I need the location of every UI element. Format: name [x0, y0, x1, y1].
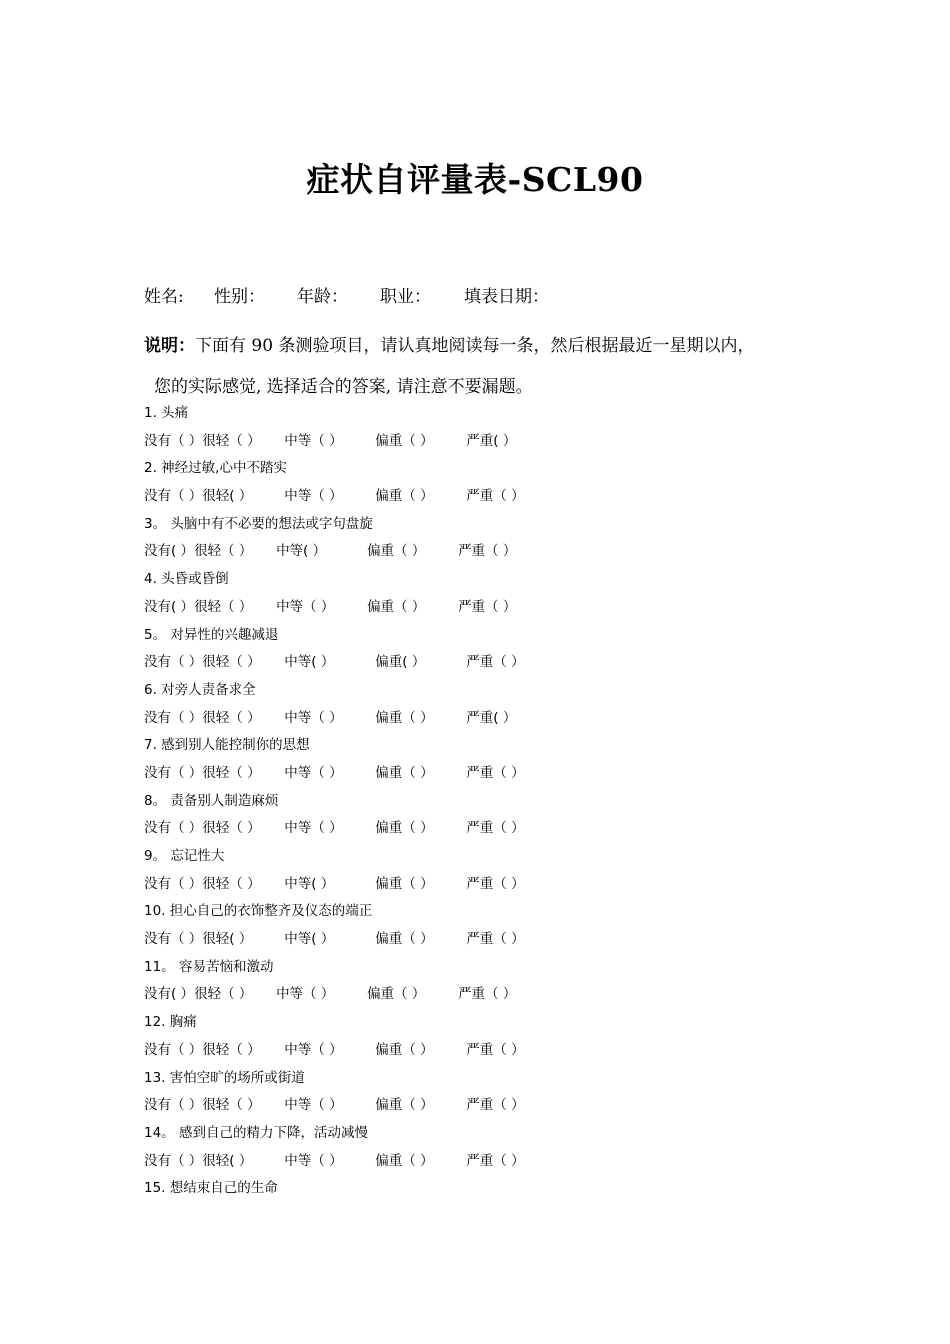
option-none[interactable]: 没有（ ）	[144, 820, 203, 837]
instruction-label: 说明：	[144, 336, 195, 356]
answer-options-row	[144, 483, 844, 511]
option-slight[interactable]: 很轻( ）	[202, 1152, 253, 1169]
question-text: 9。 忘记性大	[144, 848, 225, 864]
option-none[interactable]: 没有（ ）	[144, 709, 203, 726]
option-none[interactable]: 没有( ）	[144, 543, 195, 560]
question-text: 2. 神经过敏,心中不踏实	[144, 460, 287, 477]
option-severe[interactable]: 严重（ ）	[458, 986, 517, 1003]
option-moderate[interactable]: 中等（ ）	[284, 709, 343, 726]
date-field-label: 填表日期：	[464, 287, 549, 307]
option-severe[interactable]: 严重（ ）	[466, 875, 525, 892]
option-fairly-severe[interactable]: 偏重（ ）	[367, 986, 426, 1003]
option-slight[interactable]: 很轻（ ）	[202, 1097, 261, 1114]
answer-options-row	[144, 1148, 844, 1176]
question-text: 7. 感到别人能控制你的思想	[144, 737, 310, 754]
answer-options-row	[144, 1037, 844, 1065]
question-text: 6. 对旁人责备求全	[144, 681, 256, 698]
option-slight[interactable]: 很轻（ ）	[194, 543, 253, 560]
answer-options-row	[144, 871, 844, 899]
option-moderate[interactable]: 中等（ ）	[284, 488, 343, 505]
option-fairly-severe[interactable]: 偏重（ ）	[367, 598, 426, 615]
answer-options-row	[144, 705, 844, 733]
question-list	[144, 400, 844, 1203]
option-none[interactable]: 没有（ ）	[144, 488, 203, 505]
option-none[interactable]: 没有（ ）	[144, 875, 203, 892]
answer-options-row	[144, 815, 844, 843]
option-moderate[interactable]: 中等（ ）	[284, 764, 343, 781]
question-text: 5。 对异性的兴趣减退	[144, 626, 279, 643]
option-slight[interactable]: 很轻（ ）	[202, 875, 261, 892]
option-severe[interactable]: 严重（ ）	[466, 654, 525, 671]
option-none[interactable]: 没有（ ）	[144, 1097, 203, 1114]
question-text: 15. 想结束自己的生命	[144, 1180, 278, 1197]
question-text: 3。 头脑中有不必要的想法或字句盘旋	[144, 515, 373, 532]
option-fairly-severe[interactable]: 偏重( ）	[375, 654, 426, 671]
option-slight[interactable]: 很轻（ ）	[194, 598, 253, 615]
option-none[interactable]: 没有( ）	[144, 986, 195, 1003]
option-none[interactable]: 没有（ ）	[144, 931, 203, 948]
option-none[interactable]: 没有( ）	[144, 598, 195, 615]
question-text: 11。 容易苦恼和激动	[144, 958, 274, 975]
age-field-label: 年龄：	[297, 287, 348, 307]
option-moderate[interactable]: 中等( ）	[276, 543, 327, 560]
option-fairly-severe[interactable]: 偏重（ ）	[375, 820, 434, 837]
option-fairly-severe[interactable]: 偏重（ ）	[375, 1097, 434, 1114]
question-text: 10. 担心自己的衣饰整齐及仪态的端正	[144, 903, 373, 920]
option-severe[interactable]: 严重（ ）	[466, 1097, 525, 1114]
option-moderate[interactable]: 中等（ ）	[276, 986, 335, 1003]
option-severe[interactable]: 严重（ ）	[466, 488, 525, 505]
question-text: 12. 胸痛	[144, 1014, 197, 1031]
option-severe[interactable]: 严重( ）	[466, 432, 517, 449]
option-moderate[interactable]: 中等( ）	[284, 875, 335, 892]
option-slight[interactable]: 很轻( ）	[202, 488, 253, 505]
option-moderate[interactable]: 中等（ ）	[284, 1097, 343, 1114]
option-severe[interactable]: 严重（ ）	[458, 598, 517, 615]
option-severe[interactable]: 严重（ ）	[466, 931, 525, 948]
option-fairly-severe[interactable]: 偏重（ ）	[375, 764, 434, 781]
name-field-label: 姓名:	[144, 287, 184, 307]
option-severe[interactable]: 严重（ ）	[466, 1041, 525, 1058]
option-moderate[interactable]: 中等( ）	[284, 931, 335, 948]
option-slight[interactable]: 很轻（ ）	[194, 986, 253, 1003]
option-fairly-severe[interactable]: 偏重（ ）	[375, 931, 434, 948]
option-none[interactable]: 没有（ ）	[144, 654, 203, 671]
answer-options-row	[144, 649, 844, 677]
option-fairly-severe[interactable]: 偏重（ ）	[375, 875, 434, 892]
option-slight[interactable]: 很轻（ ）	[202, 709, 261, 726]
option-moderate[interactable]: 中等（ ）	[284, 820, 343, 837]
option-slight[interactable]: 很轻（ ）	[202, 764, 261, 781]
option-slight[interactable]: 很轻（ ）	[202, 432, 261, 449]
option-fairly-severe[interactable]: 偏重（ ）	[375, 709, 434, 726]
occupation-field-label: 职业：	[380, 287, 431, 307]
answer-options-row	[144, 538, 844, 566]
option-moderate[interactable]: 中等（ ）	[276, 598, 335, 615]
option-severe[interactable]: 严重（ ）	[466, 764, 525, 781]
answer-options-row	[144, 428, 844, 456]
question-text: 4. 头昏或昏倒	[144, 571, 229, 588]
option-fairly-severe[interactable]: 偏重（ ）	[375, 488, 434, 505]
option-slight[interactable]: 很轻（ ）	[202, 1041, 261, 1058]
option-fairly-severe[interactable]: 偏重（ ）	[375, 1041, 434, 1058]
option-fairly-severe[interactable]: 偏重（ ）	[367, 543, 426, 560]
option-moderate[interactable]: 中等（ ）	[284, 1152, 343, 1169]
answer-options-row	[144, 981, 844, 1009]
option-severe[interactable]: 严重（ ）	[466, 820, 525, 837]
option-none[interactable]: 没有（ ）	[144, 432, 203, 449]
instruction-line-1	[144, 331, 754, 356]
option-moderate[interactable]: 中等（ ）	[284, 1041, 343, 1058]
option-slight[interactable]: 很轻( ）	[202, 931, 253, 948]
option-severe[interactable]: 严重（ ）	[466, 1152, 525, 1169]
option-fairly-severe[interactable]: 偏重（ ）	[375, 1152, 434, 1169]
answer-options-row	[144, 926, 844, 954]
option-severe[interactable]: 严重（ ）	[458, 543, 517, 560]
option-slight[interactable]: 很轻（ ）	[202, 654, 261, 671]
respondent-info-line	[144, 282, 549, 307]
question-text: 8。 责备别人制造麻烦	[144, 792, 279, 809]
answer-options-row	[144, 1092, 844, 1120]
option-severe[interactable]: 严重( ）	[466, 709, 517, 726]
option-fairly-severe[interactable]: 偏重（ ）	[375, 432, 434, 449]
option-slight[interactable]: 很轻（ ）	[202, 820, 261, 837]
option-moderate[interactable]: 中等（ ）	[284, 432, 343, 449]
question-text: 13. 害怕空旷的场所或街道	[144, 1069, 305, 1086]
instruction-text-1: 下面有 90 条测验项目，请认真地阅读每一条，然后根据最近一星期以内，	[195, 336, 755, 356]
question-text: 14。 感到自己的精力下降，活动减慢	[144, 1124, 368, 1141]
option-moderate[interactable]: 中等( ）	[284, 654, 335, 671]
answer-options-row	[144, 760, 844, 788]
instruction-line-2: 您的实际感觉, 选择适合的答案, 请注意不要漏题。	[154, 377, 533, 397]
gender-field-label: 性别：	[214, 287, 265, 307]
option-none[interactable]: 没有（ ）	[144, 1152, 203, 1169]
question-text: 1. 头痛	[144, 405, 189, 421]
answer-options-row	[144, 594, 844, 622]
option-none[interactable]: 没有（ ）	[144, 1041, 203, 1058]
document-title: 症状自评量表-SCL90	[306, 160, 644, 199]
option-none[interactable]: 没有（ ）	[144, 764, 203, 781]
